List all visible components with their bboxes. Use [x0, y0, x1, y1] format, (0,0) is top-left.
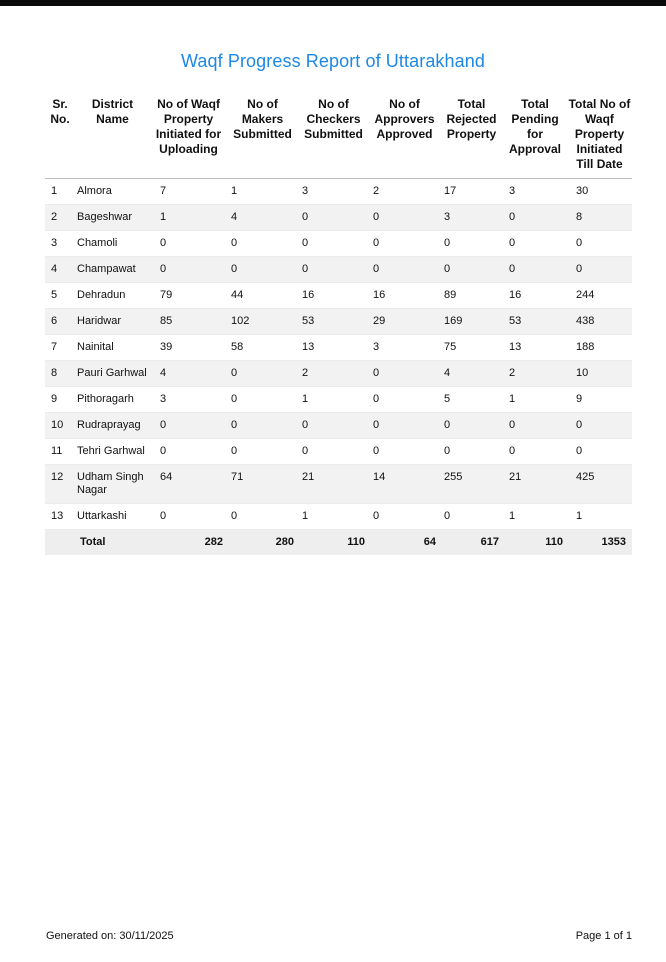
cell-district: Pauri Garhwal — [75, 361, 150, 387]
generated-on: Generated on: 30/11/2025 — [46, 930, 174, 942]
cell-makers: 0 — [231, 510, 238, 522]
cell-district: Champawat — [75, 257, 150, 283]
cell-total: 188 — [576, 341, 595, 353]
table-row — [45, 309, 632, 335]
cell-rejected: 17 — [444, 185, 457, 197]
cell-initiated: 1 — [150, 205, 227, 231]
cell-pending: 16 — [509, 289, 522, 301]
cell-approvers: 0 — [373, 237, 380, 249]
cell-sr: 3 — [51, 237, 58, 249]
table-row — [45, 335, 632, 361]
cell-approvers: 0 — [373, 393, 380, 405]
cell-district: Tehri Garhwal — [77, 445, 145, 457]
cell-approvers: 0 — [373, 445, 380, 457]
cell-sr: 6 — [45, 309, 75, 335]
cell-initiated: 0 — [150, 257, 227, 283]
cell-pending: 1 — [509, 393, 516, 405]
cell-total: 10 — [567, 361, 632, 387]
cell-total: 0 — [576, 445, 583, 457]
cell-rejected: 5 — [444, 393, 451, 405]
cell-pending: 0 — [503, 205, 567, 231]
totals-pending: 110 — [503, 530, 567, 556]
cell-total: 30 — [576, 185, 589, 197]
cell-checkers: 21 — [298, 465, 369, 504]
cell-approvers: 16 — [373, 289, 386, 301]
cell-sr: 10 — [45, 413, 75, 439]
cell-total: 0 — [567, 257, 632, 283]
cell-makers: 4 — [227, 205, 298, 231]
cell-makers: 0 — [231, 237, 238, 249]
totals-initiated: 282 — [150, 530, 227, 556]
cell-checkers: 0 — [298, 205, 369, 231]
cell-sr: 12 — [45, 465, 75, 504]
header-rejected: Total Rejected Property — [446, 97, 497, 141]
cell-initiated: 4 — [150, 361, 227, 387]
cell-makers: 44 — [231, 289, 244, 301]
cell-sr: 7 — [51, 341, 58, 353]
cell-sr: 11 — [51, 445, 63, 457]
cell-rejected: 89 — [444, 289, 457, 301]
cell-initiated: 64 — [150, 465, 227, 504]
cell-district: Almora — [77, 185, 112, 197]
cell-rejected: 169 — [440, 309, 503, 335]
cell-initiated: 39 — [160, 341, 173, 353]
cell-rejected: 0 — [440, 413, 503, 439]
cell-sr: 2 — [45, 205, 75, 231]
cell-pending: 53 — [503, 309, 567, 335]
cell-district: Rudraprayag — [75, 413, 150, 439]
cell-district: Chamoli — [77, 237, 118, 249]
cell-rejected: 0 — [444, 237, 451, 249]
header-sr-no: Sr. No. — [50, 97, 70, 126]
page-number: Page 1 of 1 — [575, 930, 632, 942]
cell-district: Bageshwar — [75, 205, 150, 231]
cell-checkers: 0 — [298, 257, 369, 283]
cell-approvers: 2 — [373, 185, 380, 197]
cell-approvers: 0 — [369, 413, 440, 439]
cell-approvers: 0 — [369, 205, 440, 231]
table-row — [45, 465, 632, 504]
header-pending: Total Pending for Approval — [508, 97, 561, 156]
cell-rejected: 75 — [444, 341, 457, 353]
cell-sr: 13 — [51, 510, 64, 522]
cell-total: 0 — [567, 413, 632, 439]
totals-label: Total — [75, 530, 150, 556]
table-row — [45, 257, 632, 283]
cell-makers: 0 — [227, 361, 298, 387]
cell-pending: 0 — [503, 413, 567, 439]
cell-sr: 9 — [51, 393, 58, 405]
cell-rejected: 4 — [440, 361, 503, 387]
cell-rejected: 3 — [440, 205, 503, 231]
table-row — [45, 413, 632, 439]
totals-approvers: 64 — [369, 530, 440, 556]
cell-district: Nainital — [77, 341, 114, 353]
cell-pending: 0 — [509, 237, 516, 249]
header-checkers: No of Checkers Submitted — [304, 97, 363, 141]
header-total: Total No of Waqf Property Initiated Till Date — [568, 97, 631, 171]
table-row — [45, 179, 632, 205]
cell-pending: 3 — [509, 185, 516, 197]
cell-initiated: 0 — [160, 237, 167, 249]
cell-checkers: 16 — [302, 289, 315, 301]
cell-rejected: 0 — [440, 257, 503, 283]
top-bar — [0, 0, 666, 6]
header-approvers: No of Approvers Approved — [374, 97, 435, 141]
cell-total: 1 — [576, 510, 583, 522]
cell-rejected: 255 — [440, 465, 503, 504]
cell-checkers: 0 — [302, 237, 309, 249]
cell-approvers: 29 — [369, 309, 440, 335]
table-row — [45, 504, 632, 530]
cell-district: Pithoragarh — [77, 393, 134, 405]
cell-rejected: 0 — [444, 445, 451, 457]
cell-total: 244 — [576, 289, 595, 301]
cell-district: Haridwar — [75, 309, 150, 335]
totals-row — [45, 530, 632, 556]
cell-pending: 1 — [509, 510, 516, 522]
cell-district: Dehradun — [77, 289, 126, 301]
totals-makers: 280 — [227, 530, 298, 556]
table-row — [45, 439, 632, 465]
cell-makers: 0 — [227, 257, 298, 283]
cell-makers: 0 — [231, 393, 238, 405]
cell-approvers: 0 — [373, 510, 380, 522]
cell-rejected: 0 — [444, 510, 451, 522]
cell-makers: 0 — [227, 413, 298, 439]
cell-makers: 102 — [227, 309, 298, 335]
report-title: Waqf Progress Report of Uttarakhand — [181, 51, 485, 71]
cell-total: 0 — [576, 237, 583, 249]
cell-checkers: 0 — [298, 413, 369, 439]
cell-approvers: 0 — [369, 361, 440, 387]
cell-initiated: 0 — [160, 445, 167, 457]
cell-total: 425 — [567, 465, 632, 504]
cell-total: 8 — [567, 205, 632, 231]
cell-district: Udham Singh Nagar — [75, 465, 150, 504]
cell-checkers: 3 — [302, 185, 309, 197]
cell-checkers: 53 — [298, 309, 369, 335]
header-row — [45, 97, 632, 179]
cell-approvers: 14 — [369, 465, 440, 504]
cell-initiated: 7 — [160, 185, 167, 197]
cell-sr: 8 — [45, 361, 75, 387]
cell-makers: 0 — [231, 445, 238, 457]
cell-pending: 13 — [509, 341, 522, 353]
cell-sr: 1 — [51, 185, 58, 197]
cell-checkers: 13 — [302, 341, 315, 353]
totals-total: 1353 — [567, 530, 632, 556]
table-row — [45, 387, 632, 413]
header-makers: No of Makers Submitted — [233, 97, 292, 141]
cell-pending: 0 — [509, 445, 516, 457]
totals-checkers: 110 — [298, 530, 369, 556]
table-row — [45, 205, 632, 231]
cell-makers: 1 — [231, 185, 238, 197]
cell-sr: 5 — [51, 289, 58, 301]
cell-initiated: 0 — [160, 510, 167, 522]
table-row — [45, 361, 632, 387]
cell-approvers: 0 — [369, 257, 440, 283]
cell-sr: 4 — [45, 257, 75, 283]
cell-makers: 71 — [227, 465, 298, 504]
totals-rejected: 617 — [440, 530, 503, 556]
cell-pending: 21 — [503, 465, 567, 504]
cell-pending: 2 — [503, 361, 567, 387]
cell-approvers: 3 — [373, 341, 380, 353]
cell-total: 438 — [567, 309, 632, 335]
cell-makers: 58 — [231, 341, 244, 353]
cell-district: Uttarkashi — [77, 510, 127, 522]
header-district-name: District Name — [91, 97, 134, 126]
report-table — [45, 97, 632, 555]
cell-initiated: 79 — [160, 289, 173, 301]
header-initiated: No of Waqf Property Initiated for Uploading — [155, 97, 222, 156]
cell-checkers: 0 — [302, 445, 309, 457]
totals-spacer — [45, 530, 75, 556]
table-row — [45, 283, 632, 309]
cell-checkers: 1 — [302, 510, 309, 522]
cell-initiated: 0 — [150, 413, 227, 439]
cell-checkers: 2 — [298, 361, 369, 387]
cell-initiated: 3 — [160, 393, 167, 405]
table-body — [45, 179, 632, 530]
cell-pending: 0 — [503, 257, 567, 283]
cell-checkers: 1 — [302, 393, 309, 405]
cell-total: 9 — [576, 393, 583, 405]
table-row — [45, 231, 632, 257]
cell-initiated: 85 — [150, 309, 227, 335]
